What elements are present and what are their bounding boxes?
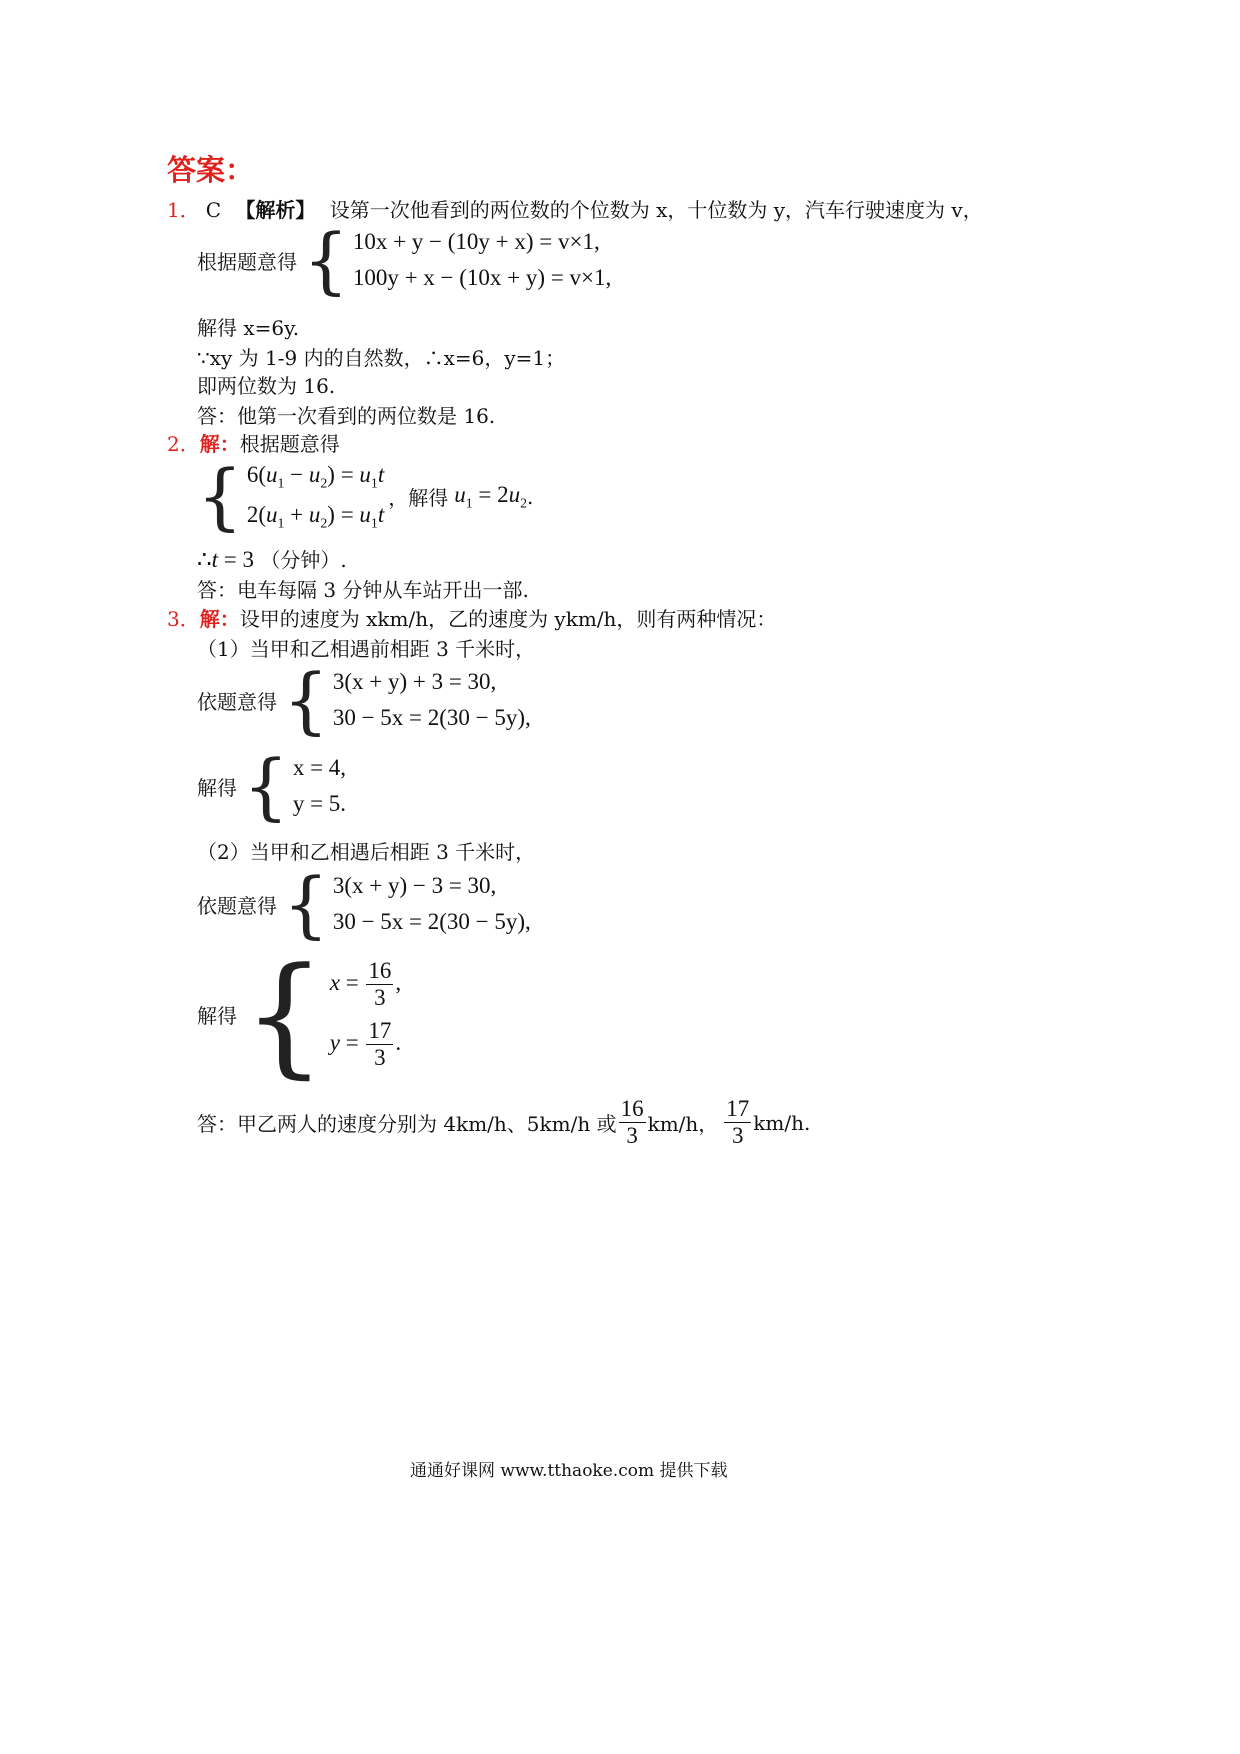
solution-value: x = 4,: [292, 755, 347, 781]
result-tail: .: [527, 484, 534, 509]
result-equation: $u_1 = 2u_2$: [454, 481, 528, 511]
therefore-equation: ∴t = 3: [197, 547, 255, 572]
solution-tag: 解：: [199, 432, 240, 456]
question-2-line: [167, 428, 340, 457]
equation: 10x + y − (10y + x) = v×1,: [352, 229, 600, 255]
solution-prefix: 解得: [197, 1004, 237, 1029]
q3-case2-system: [197, 862, 531, 946]
text-line: ∵xy 为 1-9 内的自然数，∴x=6，y=1；: [197, 346, 566, 370]
page-footer: 通通好课网 www.tthaoke.com 提供下载: [410, 1461, 728, 1481]
solution-value: x = $\frac{16}{3}$ ,: [329, 958, 402, 1011]
q3-case2-solution: [197, 938, 402, 1091]
equation: 3(x + y) − 3 = 30,: [332, 873, 497, 899]
answers-heading: 答案：: [167, 153, 255, 187]
question-3-line: [167, 603, 776, 632]
text-line: 答：电车每隔 3 分钟从车站开出一部.: [197, 578, 529, 602]
question-1-line: [167, 194, 983, 223]
q2-equation-system: [197, 454, 534, 539]
equation: 100y + x − (10x + y) = v×1,: [352, 265, 612, 291]
fraction: $\frac{16}{3}$: [620, 1096, 644, 1149]
left-brace-icon: {: [283, 658, 329, 742]
left-brace-icon: {: [283, 862, 329, 946]
case-heading: （2）当甲和乙相遇后相距 3 千米时，: [197, 840, 536, 864]
question-text: 根据题意得: [239, 432, 340, 456]
unit-text: km/h.: [753, 1110, 811, 1135]
unit-text: km/h，: [647, 1112, 719, 1137]
left-brace-icon: {: [197, 454, 243, 539]
analysis-tag: 【解析】: [235, 198, 316, 222]
result-prefix: ，解得: [388, 486, 449, 511]
unit-suffix: （分钟）.: [260, 548, 347, 572]
solution-value: y = 5.: [292, 791, 347, 817]
left-brace-icon: {: [303, 218, 349, 302]
system-prefix: 依题意得: [197, 893, 277, 918]
left-brace-icon: {: [243, 744, 289, 828]
text-line: 即两位数为 16.: [197, 374, 336, 398]
question-intro: 设第一次他看到的两位数的个位数为 x，十位数为 y，汽车行驶速度为 v，: [329, 198, 983, 222]
solution-tag: 解：: [199, 607, 240, 631]
equation: $2(u_1 + u_2) = u_1t$: [246, 501, 385, 531]
q3-case1-system: [197, 658, 531, 742]
q3-final-answer: [197, 1096, 810, 1150]
solution-value: y = $\frac{17}{3}$ .: [329, 1017, 402, 1071]
left-brace-icon: {: [243, 938, 326, 1091]
question-number: 2．: [167, 432, 200, 456]
system-prefix: 依题意得: [197, 689, 277, 714]
q1-equation-system: [197, 218, 612, 302]
q2-result-line: [197, 544, 347, 573]
text-line: 解得 x=6y.: [197, 316, 300, 340]
solution-prefix: 解得: [197, 775, 237, 800]
text-line: 答：他第一次看到的两位数是 16.: [197, 404, 496, 428]
equation: $6(u_1 - u_2) = u_1t$: [246, 462, 385, 491]
equation: 3(x + y) + 3 = 30,: [332, 669, 497, 695]
question-number: 1．: [167, 198, 200, 222]
equation: 30 − 5x = 2(30 − 5y),: [332, 909, 531, 935]
question-number: 3．: [167, 607, 200, 631]
question-text: 设甲的速度为 xkm/h，乙的速度为 ykm/h，则有两种情况：: [239, 607, 777, 631]
fraction: $\frac{17}{3}$: [726, 1096, 750, 1149]
q3-case1-solution: [197, 744, 347, 828]
answer-letter: C: [205, 198, 222, 222]
equation: 30 − 5x = 2(30 − 5y),: [332, 705, 531, 731]
system-prefix: 根据题意得: [197, 249, 297, 274]
answer-text: 答：甲乙两人的速度分别为 4km/h、5km/h 或: [197, 1112, 617, 1137]
case-heading: （1）当甲和乙相遇前相距 3 千米时，: [197, 637, 536, 661]
